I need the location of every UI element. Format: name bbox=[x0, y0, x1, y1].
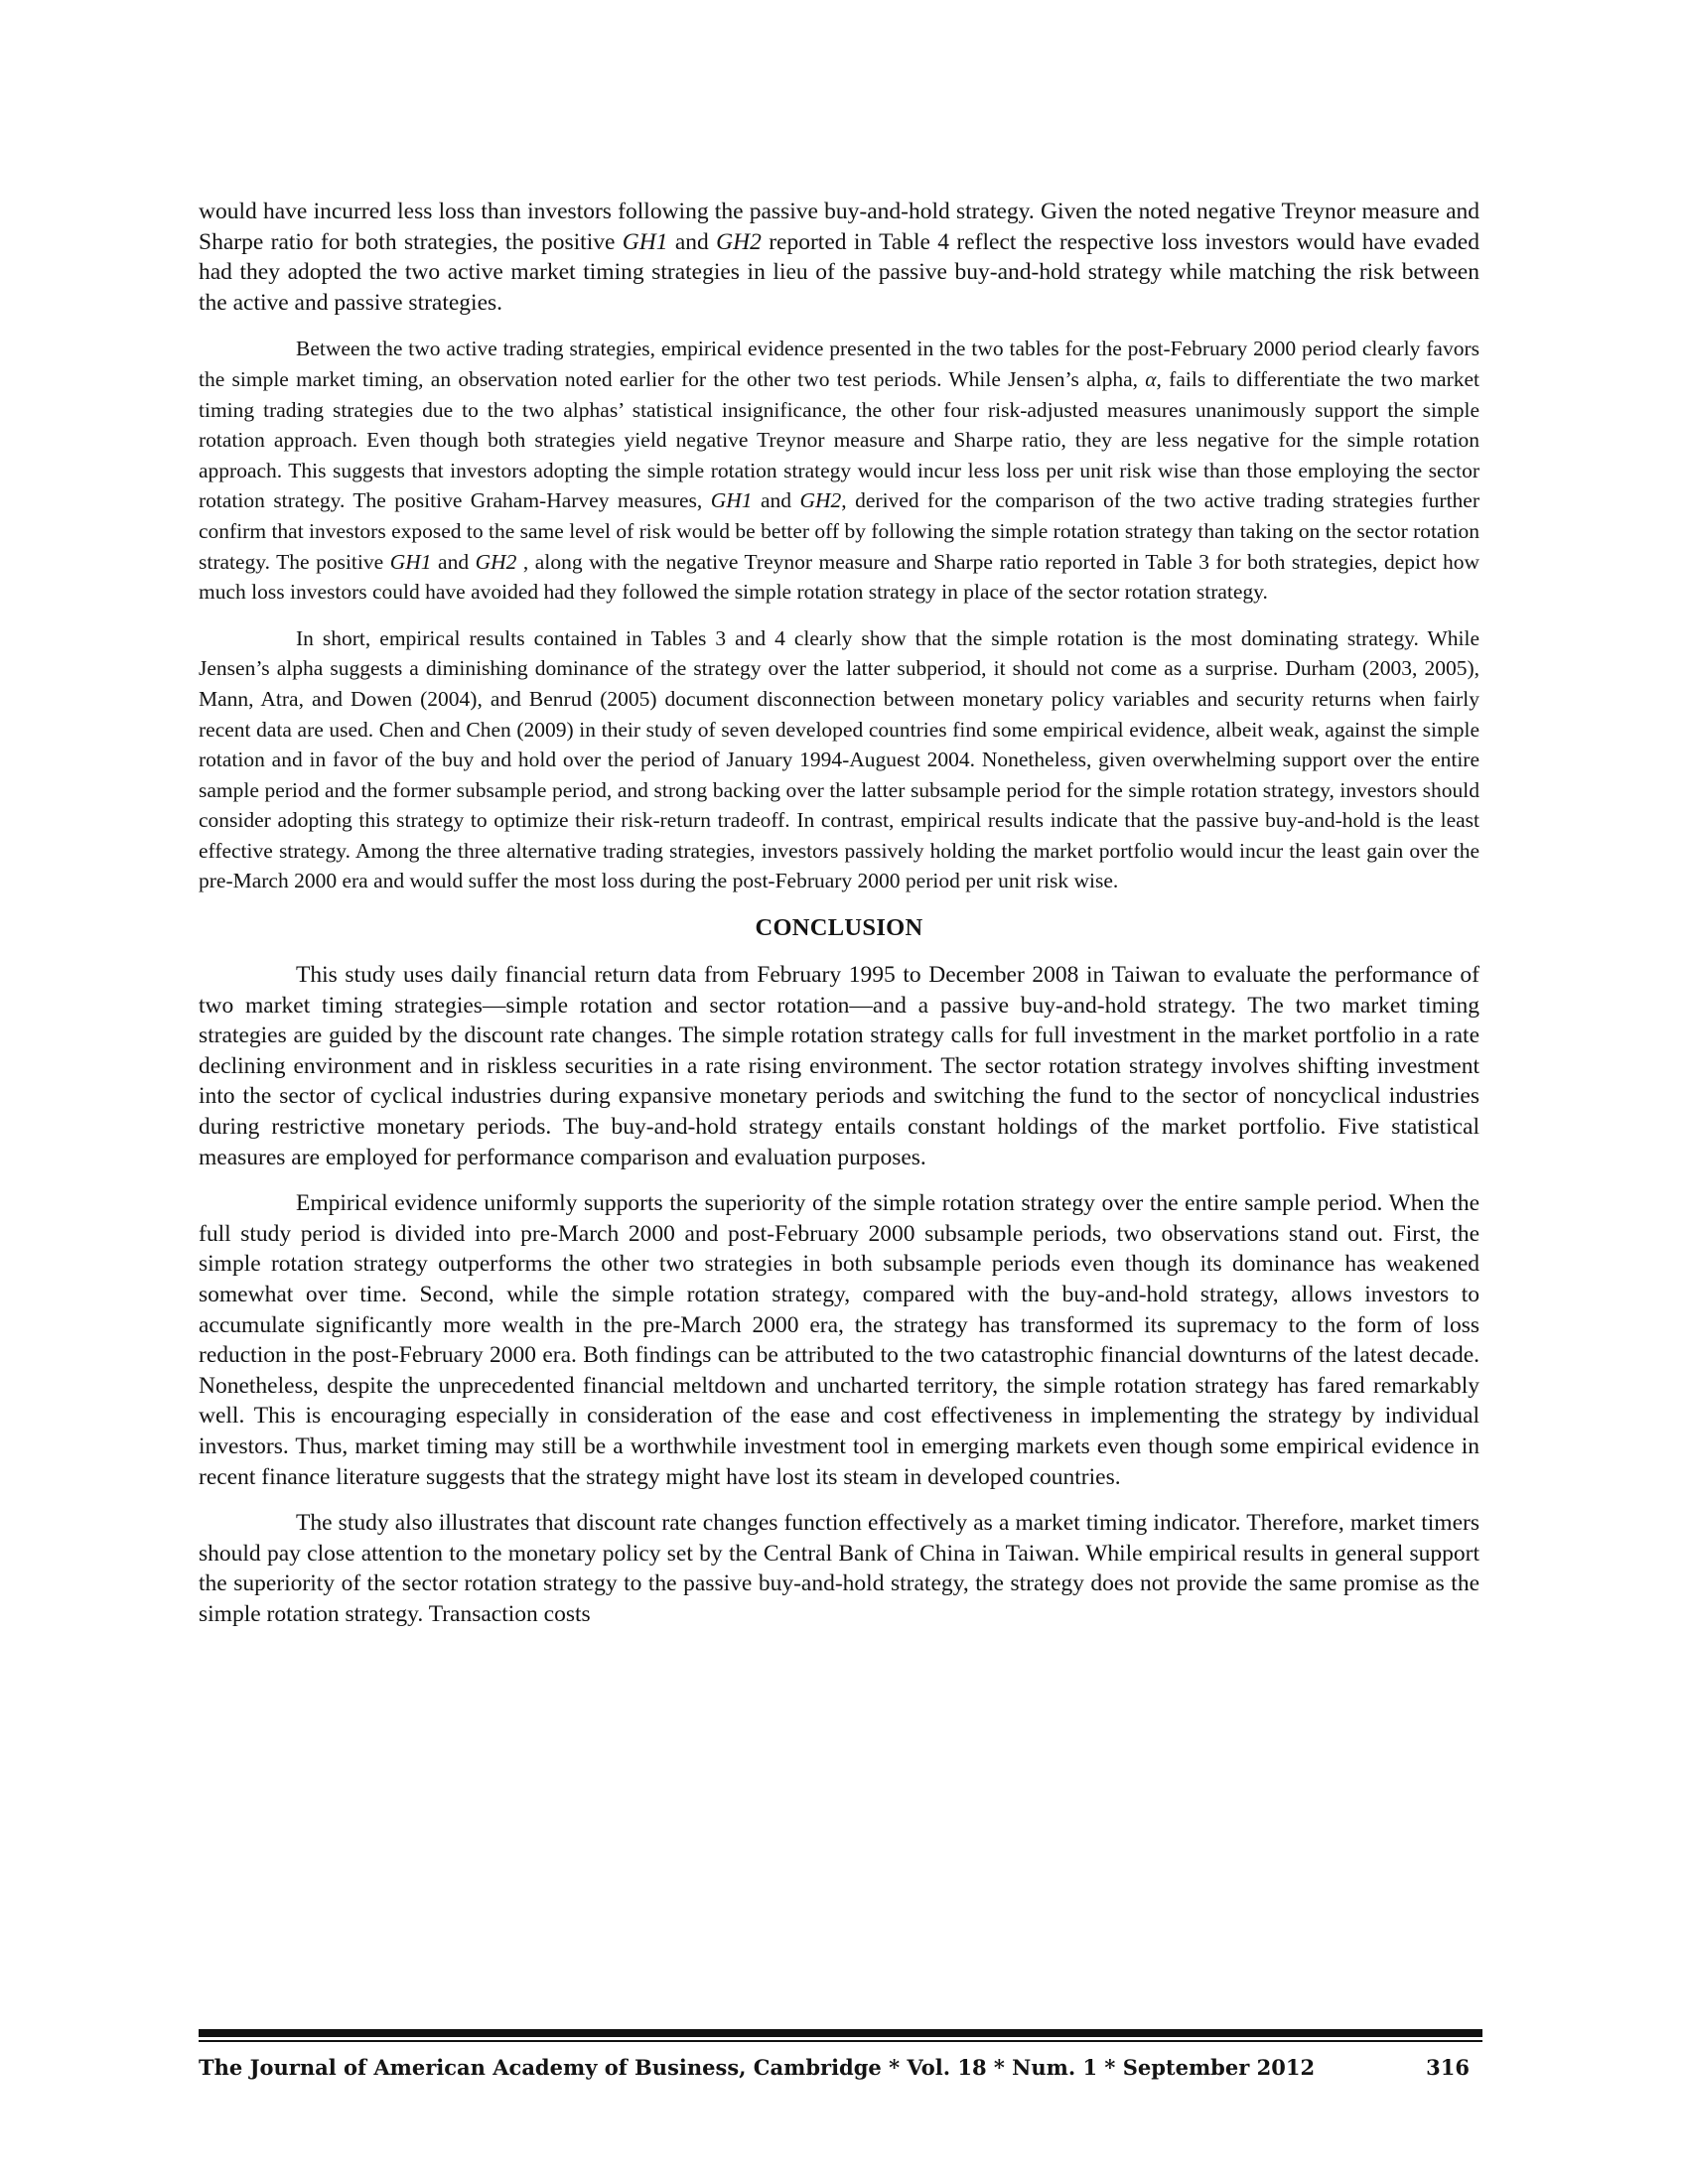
footer-rule bbox=[199, 2029, 1482, 2037]
italic-term: α bbox=[1145, 366, 1157, 391]
italic-term: GH1 bbox=[389, 549, 432, 574]
page-body bbox=[199, 197, 1479, 1646]
body-paragraph bbox=[199, 197, 1479, 318]
text-run: and bbox=[752, 488, 800, 513]
footer-rule-thin bbox=[199, 2040, 1482, 2042]
text-run: would have incurred less loss than investors following the passive buy-and-hold strategy. Given the noted negative Treynor measure and Sharpe ratio for both strategies, the positive bbox=[199, 199, 1479, 255]
text-run: and bbox=[667, 228, 717, 255]
italic-term: GH1 bbox=[710, 488, 753, 513]
body-paragraph bbox=[199, 1188, 1479, 1492]
body-paragraph bbox=[199, 623, 1479, 896]
text-run: , derived for the comparison of the two active trading strategies further confirm that investors exposed to the same level of risk would be better off by following the simple rotation strategy than taking on the sector rotation strategy. The positive bbox=[199, 488, 1479, 574]
body-paragraph bbox=[199, 1508, 1479, 1629]
section-heading bbox=[199, 914, 1479, 942]
italic-term: GH2 bbox=[716, 228, 762, 255]
text-run: Between the two active trading strategies, empirical evidence presented in the two tables for the post-February 2000 period clearly favors the simple market timing, an observation noted earlier for the other two test periods. While Jensen’s alpha, bbox=[199, 337, 1479, 391]
journal-citation: The Journal of American Academy of Business, Cambridge * Vol. 18 * Num. 1 * September 2012 bbox=[199, 2055, 1316, 2080]
body-paragraph bbox=[199, 334, 1479, 607]
text-run: CONCLUSION bbox=[755, 914, 923, 942]
text-run: and bbox=[431, 549, 476, 574]
text-run: reported in Table 4 reflect the respective loss investors would have evaded had they adopted the two active market timing strategies in lieu of the passive buy-and-hold strategy while matching the risk between the active and passive strategies. bbox=[199, 228, 1479, 316]
italic-term: GH2 bbox=[799, 488, 842, 513]
text-run: , along with the negative Treynor measure and Sharpe ratio reported in Table 3 for both strategies, depict how much loss investors could have avoided had they followed the simple rotation strategy in place of the sector rotation strategy. bbox=[199, 549, 1480, 605]
text-run: The study also illustrates that discount rate changes function effectively as a market timing indicator. Therefore, market timers should pay close attention to the monetary policy set by the Central Bank of China in Taiwan. While empirical results in general support the superiority of the sector rotation strategy to the passive buy-and-hold strategy, the strategy does not provide the same promise as the simple rotation strategy. Transaction costs bbox=[199, 1510, 1479, 1627]
body-paragraph bbox=[199, 960, 1479, 1172]
text-run: Empirical evidence uniformly supports the superiority of the simple rotation strategy over the entire sample period. When the full study period is divided into pre-March 2000 and post-February 2000 subsample periods, two observations stand out. First, the simple rotation strategy outperforms the other two strategies in both subsample periods even though its dominance has weakened somewhat over time. Second, while the simple rotation strategy, compared with the buy-and-hold strategy, allows investors to accumulate significantly more wealth in the pre-March 2000 era, the strategy has transformed its supremacy to the form of loss reduction in the post-February 2000 era. Both findings can be attributed to the two catastrophic financial downturns of the latest decade. Nonetheless, despite the unprecedented financial meltdown and uncharted territory, the simple rotation strategy has fared remarkably well. This is encouraging especially in consideration of the ease and cost effectiveness in implementing the strategy by individual investors. Thus, market timing may still be a worthwhile investment tool in emerging markets even though some empirical evidence in recent finance literature suggests that the strategy might have lost its steam in developed countries. bbox=[199, 1190, 1479, 1490]
page-number: 316 bbox=[1426, 2055, 1470, 2080]
italic-term: GH1 bbox=[622, 228, 668, 255]
italic-term: GH2 bbox=[475, 549, 517, 574]
text-run: , fails to differentiate the two market timing trading strategies due to the two alphas’ statistical insignificance, the other four risk-adjusted measures unanimously support the simple rotation approach. Even though both strategies yield negative Treynor measure and Sharpe ratio, they are less negative for the simple rotation approach. This suggests that investors adopting the simple rotation strategy would incur less loss per unit risk wise than those employing the sector rotation strategy. The positive Graham-Harvey measures, bbox=[199, 366, 1479, 513]
text-run: In short, empirical results contained in Tables 3 and 4 clearly show that the simple rotation is the most dominating strategy. While Jensen’s alpha suggests a diminishing dominance of the strategy over the latter subperiod, it should not come as a surprise. Durham (2003, 2005), Mann, Atra, and Dowen (2004), and Benrud (2005) document disconnection between monetary policy variables and security returns when fairly recent data are used. Chen and Chen (2009) in their study of seven developed countries find some empirical evidence, albeit weak, against the simple rotation and in favor of the buy and hold over the period of January 1994-Auguest 2004. Nonetheless, given overwhelming support over the entire sample period and the former subsample period, and strong backing over the latter subsample period for the simple rotation strategy, investors should consider adopting this strategy to optimize their risk-return tradeoff. In contrast, empirical results indicate that the passive buy-and-hold is the least effective strategy. Among the three alternative trading strategies, investors passively holding the market portfolio would incur the least gain over the pre-March 2000 era and would suffer the most loss during the post-February 2000 period per unit risk wise. bbox=[199, 625, 1479, 893]
text-run: This study uses daily financial return data from February 1995 to December 2008 in Taiwan to evaluate the performance of two market timing strategies—simple rotation and sector rotation—and a passive buy-and-hold strategy. The two market timing strategies are guided by the discount rate changes. The simple rotation strategy calls for full investment in the market portfolio in a rate declining environment and in riskless securities in a rate rising environment. The sector rotation strategy involves shifting investment into the sector of cyclical industries during expansive monetary periods and switching the fund to the sector of noncyclical industries during restrictive monetary periods. The buy-and-hold strategy entails constant holdings of the market portfolio. Five statistical measures are employed for performance comparison and evaluation purposes. bbox=[199, 962, 1479, 1170]
